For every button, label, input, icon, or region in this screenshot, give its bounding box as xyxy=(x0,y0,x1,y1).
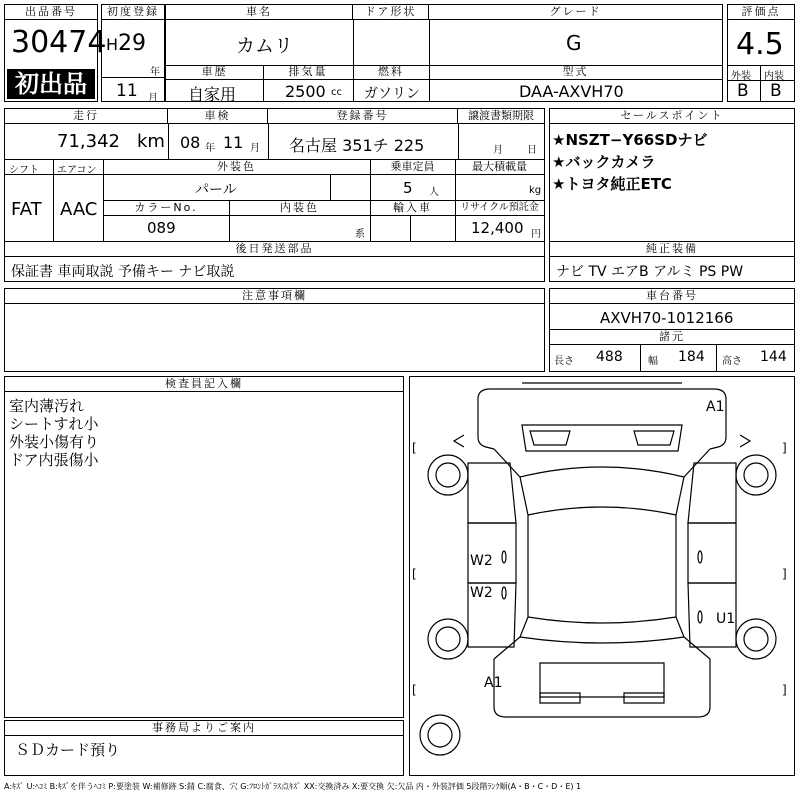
inspector-line-3: 外装小傷有り xyxy=(9,433,100,451)
model-value: DAA-AXVH70 xyxy=(519,82,624,101)
equipment-value: ナビ TV エアB アルミ PS PW xyxy=(556,264,744,280)
ext-label: 外装 xyxy=(731,71,751,82)
int-label: 内装 xyxy=(764,71,784,82)
office-label: 事務局よりご案内 xyxy=(5,721,403,736)
sales-label: セールスポイント xyxy=(550,109,794,124)
transfer-label: 譲渡書類期限 xyxy=(458,109,544,124)
legend: A:ｷｽﾞ U:ﾍｺﾐ B:ｷｽﾞを伴うﾍｺﾐ P:要塗装 W:補修跡 S:錆 C:腐食、穴 G:ﾌﾛﾝﾄｶﾞﾗｽ点ｷｽﾞ XX:交換済み X:要交換 欠:欠品 内・外装評価 5段階ﾗﾝｸ順(A・B・C・D・E) 1 xyxy=(4,782,582,791)
reg-value: 名古屋 351チ 225 xyxy=(289,136,425,155)
insp-month: 11 xyxy=(223,133,244,152)
bracket-left-top: [ xyxy=(412,441,417,455)
cap-label: 乗車定員 xyxy=(390,160,435,173)
door-label: ドア形状 xyxy=(353,5,429,20)
inspection-label: 車検 xyxy=(168,109,268,124)
bracket-right-mid: ] xyxy=(782,567,787,581)
sales-point-2: ★バックカメラ xyxy=(552,153,656,171)
year-unit: 年 xyxy=(150,67,160,78)
damage-mark-a1-top: A1 xyxy=(706,399,725,415)
int-value: B xyxy=(770,81,782,101)
later-value: 保証書 車両取説 予備キー ナビ取説 xyxy=(11,264,235,280)
ac-value: AAC xyxy=(60,199,98,220)
insp-month-unit: 月 xyxy=(250,143,260,154)
lot-label: 出品番号 xyxy=(5,5,97,20)
office-box xyxy=(4,720,404,776)
mileage-value: 71,342 xyxy=(57,131,120,152)
recycle-unit: 円 xyxy=(531,229,541,240)
name-label: 車名 xyxy=(166,5,353,20)
car-name: カムリ xyxy=(236,35,294,57)
inspector-line-1: 室内薄汚れ xyxy=(9,397,85,415)
transfer-month: 月 xyxy=(493,145,503,156)
dims-label: 諸元 xyxy=(659,330,685,343)
fuel-value: ガソリン xyxy=(364,86,420,102)
later-label: 後日発送部品 xyxy=(235,242,314,255)
width-value: 184 xyxy=(678,349,705,365)
notes-label: 注意事項欄 xyxy=(5,289,544,304)
colorno-label: カラーNo. xyxy=(134,201,198,214)
car-info-box xyxy=(165,4,723,102)
first-listing-badge: 初出品 xyxy=(7,69,95,99)
bracket-left-bottom: [ xyxy=(412,683,417,697)
height-label: 高さ xyxy=(722,356,742,367)
disp-value: 2500 xyxy=(285,82,326,101)
month-unit: 月 xyxy=(148,93,158,104)
notes-box xyxy=(4,288,545,372)
damage-mark-a1-rear: A1 xyxy=(484,675,503,691)
mid-box xyxy=(4,108,545,282)
sales-point-1: ★NSZT−Y66SDナビ xyxy=(552,131,708,149)
load-unit: kg xyxy=(529,185,542,196)
load-label: 最大積載量 xyxy=(472,160,527,173)
disp-label: 排気量 xyxy=(288,65,328,78)
grade: G xyxy=(566,31,582,55)
bracket-left-mid: [ xyxy=(412,567,417,581)
shift-label: シフト xyxy=(9,165,39,176)
insp-year-unit: 年 xyxy=(205,143,215,154)
disp-unit: cc xyxy=(331,87,342,98)
inspector-box xyxy=(4,376,404,718)
import-label: 輸入車 xyxy=(393,201,432,214)
fuel-label: 燃料 xyxy=(378,65,404,78)
colorno-value: 089 xyxy=(147,219,176,237)
chassis-box xyxy=(549,288,795,372)
damage-mark-w2-front-door: W2 xyxy=(470,553,493,569)
intcolor-label: 内装色 xyxy=(280,201,319,214)
damage-mark-w2-rear-door: W2 xyxy=(470,585,493,601)
chassis-label: 車台番号 xyxy=(550,289,794,304)
office-value: ＳＤカード預り xyxy=(15,741,121,759)
ext-value: B xyxy=(737,81,749,101)
width-label: 幅 xyxy=(648,356,658,367)
intcolor-unit: 系 xyxy=(355,229,365,240)
inspector-line-2: シートすれ小 xyxy=(9,415,99,433)
color-label: 外装色 xyxy=(217,160,256,173)
year: 29 xyxy=(118,31,146,56)
recycle-label: リサイクル預託金 xyxy=(460,202,539,213)
score-label: 評価点 xyxy=(728,5,794,20)
model-label: 型式 xyxy=(562,65,589,78)
cap-value: 5 xyxy=(403,179,413,197)
equipment-label: 純正装備 xyxy=(550,242,794,257)
inspector-label: 検査員記入欄 xyxy=(5,377,403,392)
grade-label: グレード xyxy=(429,5,722,20)
bracket-right-top: ] xyxy=(782,441,787,455)
lot-box xyxy=(4,4,107,102)
era: H xyxy=(106,35,119,54)
score-box xyxy=(727,4,795,102)
first-reg-label: 初度登録 xyxy=(102,5,164,20)
ac-label: エアコン xyxy=(57,165,97,176)
history-label: 車歴 xyxy=(201,65,228,78)
transfer-day: 日 xyxy=(527,145,537,156)
recycle-value: 12,400 xyxy=(471,219,524,237)
reg-label: 登録番号 xyxy=(268,109,458,124)
shift-value: FAT xyxy=(11,199,42,220)
first-reg-box xyxy=(101,4,165,102)
lot-number: 30474 xyxy=(11,25,107,60)
history-value: 自家用 xyxy=(188,85,237,104)
inspector-line-4: ドア内張傷小 xyxy=(9,451,99,469)
chassis-value: AXVH70-1012166 xyxy=(600,309,734,327)
bracket-right-bottom: ] xyxy=(782,683,787,697)
month: 11 xyxy=(116,81,138,101)
length-value: 488 xyxy=(596,349,623,365)
score-value: 4.5 xyxy=(736,27,784,62)
insp-year: 08 xyxy=(180,133,201,152)
length-label: 長さ xyxy=(554,356,574,367)
damage-mark-u1-right: U1 xyxy=(716,611,736,627)
car-diagram xyxy=(409,376,795,776)
equipment-box xyxy=(549,241,795,282)
cap-unit: 人 xyxy=(429,187,439,198)
height-value: 144 xyxy=(760,349,787,365)
sales-box xyxy=(549,108,795,242)
color-value: パール xyxy=(195,182,237,198)
car-outline-svg xyxy=(410,377,794,775)
sales-point-3: ★トヨタ純正ETC xyxy=(552,175,672,193)
mileage-label: 走行 xyxy=(5,109,168,124)
mileage-unit: km xyxy=(137,131,165,152)
